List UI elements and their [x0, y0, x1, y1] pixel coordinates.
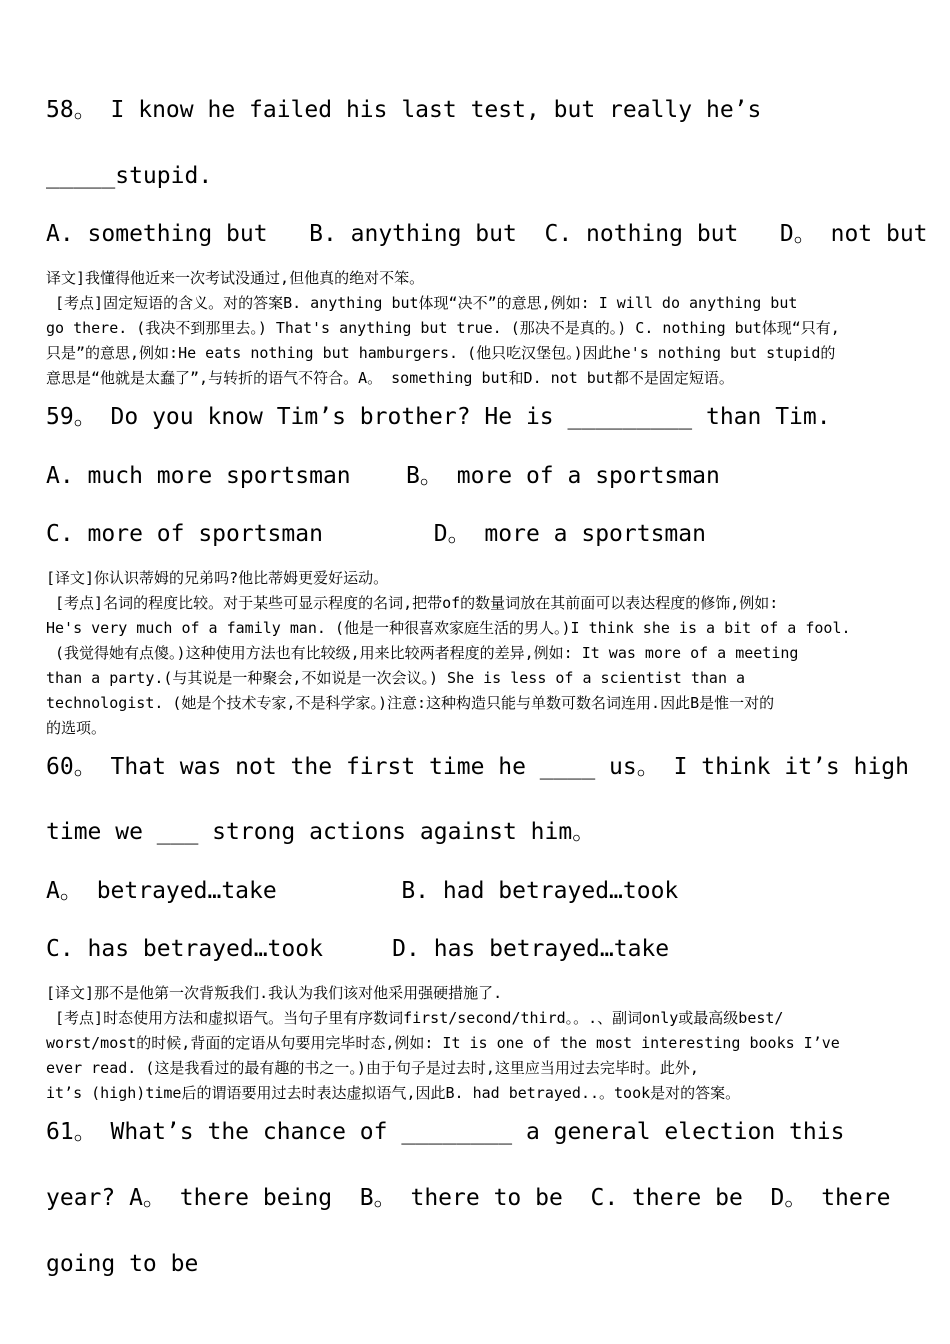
q61-stem-line1: 61。 What’s the chance of ________ a general election this — [46, 1119, 845, 1145]
q58-stem-line1: 58。 I know he failed his last test, but really he’s — [46, 97, 762, 123]
q60-options-cd: C. has betrayed…took D. has betrayed…take — [46, 936, 670, 962]
q60-stem-line1: 60。 That was not the first time he ____ us。 I think it’s high — [46, 754, 909, 780]
q58-options: A. something but B. anything but C. nothing but D。 not but — [46, 221, 928, 247]
q58-note-line: 译文]我懂得他近来一次考试没通过,但他真的绝对不笨。 — [46, 269, 425, 287]
q58-note-line: 意思是“他就是太蠢了”,与转折的语气不符合。A。 something but和D. not but都不是固定短语。 — [46, 369, 734, 387]
q58-stem-line2: _____stupid. — [46, 163, 213, 189]
q61-stem-line3: going to be — [46, 1251, 199, 1277]
q58-note-line: go there. (我决不到那里去。) That's anything but true. (那决不是真的。) C. nothing but体现“只有, — [46, 319, 840, 337]
q59-note-line: [译文]你认识蒂姆的兄弟吗?他比蒂姆更爱好运动。 — [46, 569, 389, 587]
q59-note-line: He's very much of a family man. (他是一种很喜欢家庭生活的男人。)I think she is a bit of a fool. — [46, 619, 851, 637]
q60-note-line: [考点]时态使用方法和虚拟语气。当句子里有序数词first/second/third。。.、副词only或最高级best/ — [46, 1009, 784, 1027]
q59-note-line: (我觉得她有点傻。)这种使用方法也有比较级,用来比较两者程度的差异,例如: It was more of a meeting — [46, 644, 799, 662]
q59-note-line: 的选项。 — [46, 719, 107, 737]
q59-options-cd: C. more of sportsman D。 more a sportsman — [46, 521, 706, 547]
q60-note-line: [译文]那不是他第一次背叛我们.我认为我们该对他采用强硬措施了. — [46, 984, 503, 1002]
q60-note-line: worst/most的时候,背面的定语从句要用完毕时态,例如: It is one of the most interesting books I’ve — [46, 1034, 840, 1052]
q59-stem: 59。 Do you know Tim’s brother? He is _________ than Tim. — [46, 404, 831, 430]
q59-note-line: technologist. (她是个技术专家,不是科学家。)注意:这种构造只能与单数可数名词连用.因此B是惟一对的 — [46, 694, 775, 712]
q60-note-line: ever read. (这是我看过的最有趣的书之一。)由于句子是过去时,这里应当用过去完毕时。此外, — [46, 1059, 699, 1077]
q59-options-ab: A. much more sportsman B。 more of a sportsman — [46, 463, 720, 489]
q58-note-line: 只是”的意思,例如:He eats nothing but hamburgers. (他只吃汉堡包。)因此he's nothing but stupid的 — [46, 344, 836, 362]
q59-note-line: than a party.(与其说是一种聚会,不如说是一次会议。) She is less of a scientist than a — [46, 669, 746, 687]
q61-stem-line2: year? A。 there being B。 there to be C. there be D。 there — [46, 1185, 891, 1211]
q60-note-line: it’s (high)time后的谓语要用过去时表达虚拟语气,因此B. had betrayed..。took是对的答案。 — [46, 1084, 741, 1102]
q60-stem-line2: time we ___ strong actions against him。 — [46, 819, 596, 845]
q59-note-line: [考点]名词的程度比较。对于某些可显示程度的名词,把带of的数量词放在其前面可以表达程度的修饰,例如: — [46, 594, 779, 612]
q58-note-line: [考点]固定短语的含义。对的答案B. anything but体现“决不”的意思,例如: I will do anything but — [46, 294, 798, 312]
q60-options-ab: A。 betrayed…take B. had betrayed…took — [46, 878, 679, 904]
